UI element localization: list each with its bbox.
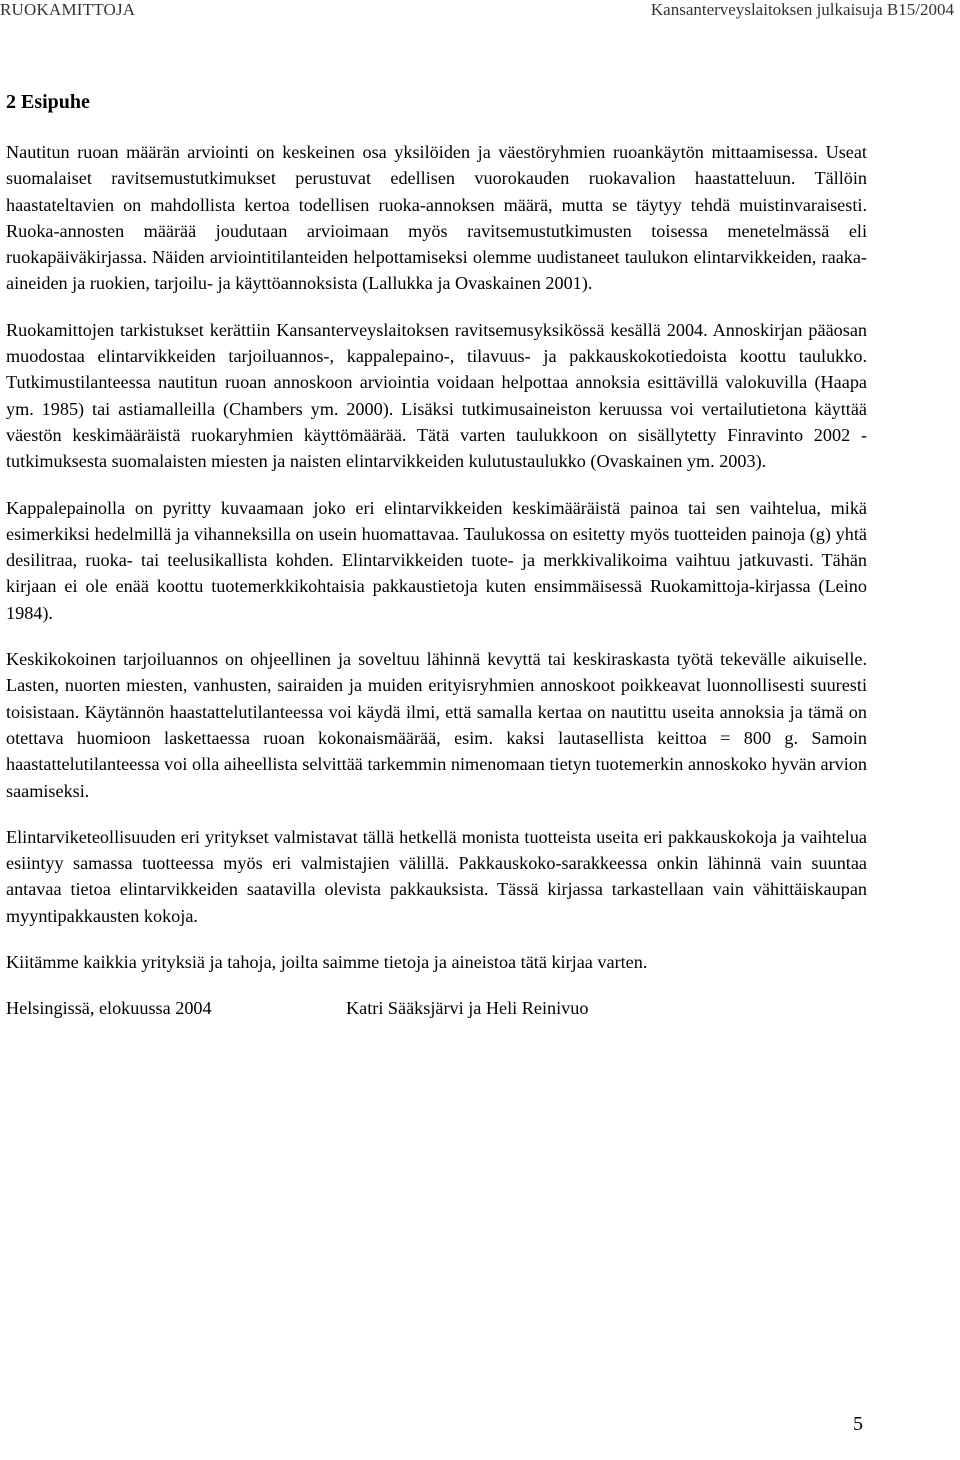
running-header: [0, 0, 960, 24]
paragraph-4: Keskikokoinen tarjoiluannos on ohjeellinen ja soveltuu lähinnä kevyttä tai keskiraskasta työtä tekevälle aikuiselle. Lasten, nuorten miesten, vanhusten, sairaiden ja muiden erityisryhmien annoskoot poikkeavat luonnollisesti suuresti toisistaan. Käytännön haastattelutilanteessa voi käydä ilmi, että samalla kertaa on nautittu useita annoksia ja tämä on otettava huomioon laskettaessa ruoan kokonaismäärää, esim. kaksi lautasellista keittoa = 800 g. Samoin haastattelutilanteessa voi olla aiheellista selvittää tarkemmin nimenomaan tietyn tuotemerkin annoskoko hyvän arvion saamiseksi.: [6, 649, 867, 801]
header-series-info: Kansanterveyslaitoksen julkaisuja B15/2004: [650, 0, 954, 19]
paragraph-5: Elintarviketeollisuuden eri yritykset valmistavat tällä hetkellä monista tuotteista useita eri pakkauskokoja ja vaihtelua esiintyy samassa tuotteessa myös eri valmistajien välillä. Pakkauskoko-sarakkeessa onkin lähinnä vain suuntaa antavaa tietoa elintarvikkeiden saatavilla olevista pakkauksista. Tässä kirjassa tarkastellaan vain vähittäiskaupan myyntipakkausten kokoja.: [6, 826, 867, 926]
page-number: 5: [853, 1413, 863, 1435]
paragraph-3: Kappalepainolla on pyritty kuvaamaan joko eri elintarvikkeiden keskimääräistä painoa tai sen vaihtelua, mikä esimerkiksi hedelmillä ja vihanneksilla on usein huomattavaa. Taulukossa on esitetty myös tuotteiden painoja (g) yhtä desilitraa, ruoka- tai teelusikallista kohden. Elintarvikkeiden tuote- ja merkkivalikoima vaihtuu jatkuvasti. Tähän kirjaan ei ole enää koottu tuotemerkkikohtaisia pakkaustietoja kuten ensimmäisessä Ruokamittoja-kirjassa (Leino 1984).: [6, 497, 867, 623]
signature-place-date: Helsingissä, elokuussa 2004: [6, 998, 212, 1019]
section-title: 2 Esipuhe: [6, 91, 90, 113]
page-body: [6, 88, 867, 1022]
paragraph-2: Ruokamittojen tarkistukset kerättiin Kansanterveyslaitoksen ravitsemusyksikössä kesällä 2004. Annoskirjan pääosan muodostaa elintarvikkeiden tarjoiluannos-, kappalepaino-, tilavuus- ja pakkauskokotiedoista koottu taulukko. Tutkimustilanteessa nautitun ruoan annoskoon arviointia voidaan helpottaa annoksia esittävillä valokuvilla (Haapa ym. 1985) tai astiamalleilla (Chambers ym. 2000). Lisäksi tutkimusaineiston keruussa voi vertailutietona käyttää väestön keskimääräistä ruokaryhmien käyttömäärää. Tätä varten taulukkoon on sisällytetty Finravinto 2002 -tutkimuksesta suomalaisten miesten ja naisten elintarvikkeiden kulutustaulukko (Ovaskainen ym. 2003).: [6, 319, 867, 472]
signature-line: [6, 995, 867, 1022]
signature-authors: Katri Sääksjärvi ja Heli Reinivuo: [346, 998, 589, 1019]
header-book-title: RUOKAMITTOJA: [0, 0, 136, 19]
paragraph-6: Kiitämme kaikkia yrityksiä ja tahoja, joilta saimme tietoja ja aineistoa tätä kirjaa varten.: [6, 952, 648, 973]
paragraph-1: Nautitun ruoan määrän arviointi on keskeinen osa yksilöiden ja väestöryhmien ruoankäytön mittaamisessa. Useat suomalaiset ravitsemustutkimukset perustuvat edellisen vuorokauden ruokavalion haastatteluun. Tällöin haastateltavien on mahdollista kertoa todellisen ruoka-annoksen määrä, mutta se täytyy tehdä muistinvaraisesti. Ruoka-annosten määrää joudutaan arvioimaan myös ravitsemustutkimusten toisessa menetelmässä eli ruokapäiväkirjassa. Näiden arviointitilanteiden helpottamiseksi olemme uudistaneet taulukon elintarvikkeiden, raaka-aineiden ja ruokien, tarjoilu- ja käyttöannoksista (Lallukka ja Ovaskainen 2001).: [6, 142, 867, 294]
